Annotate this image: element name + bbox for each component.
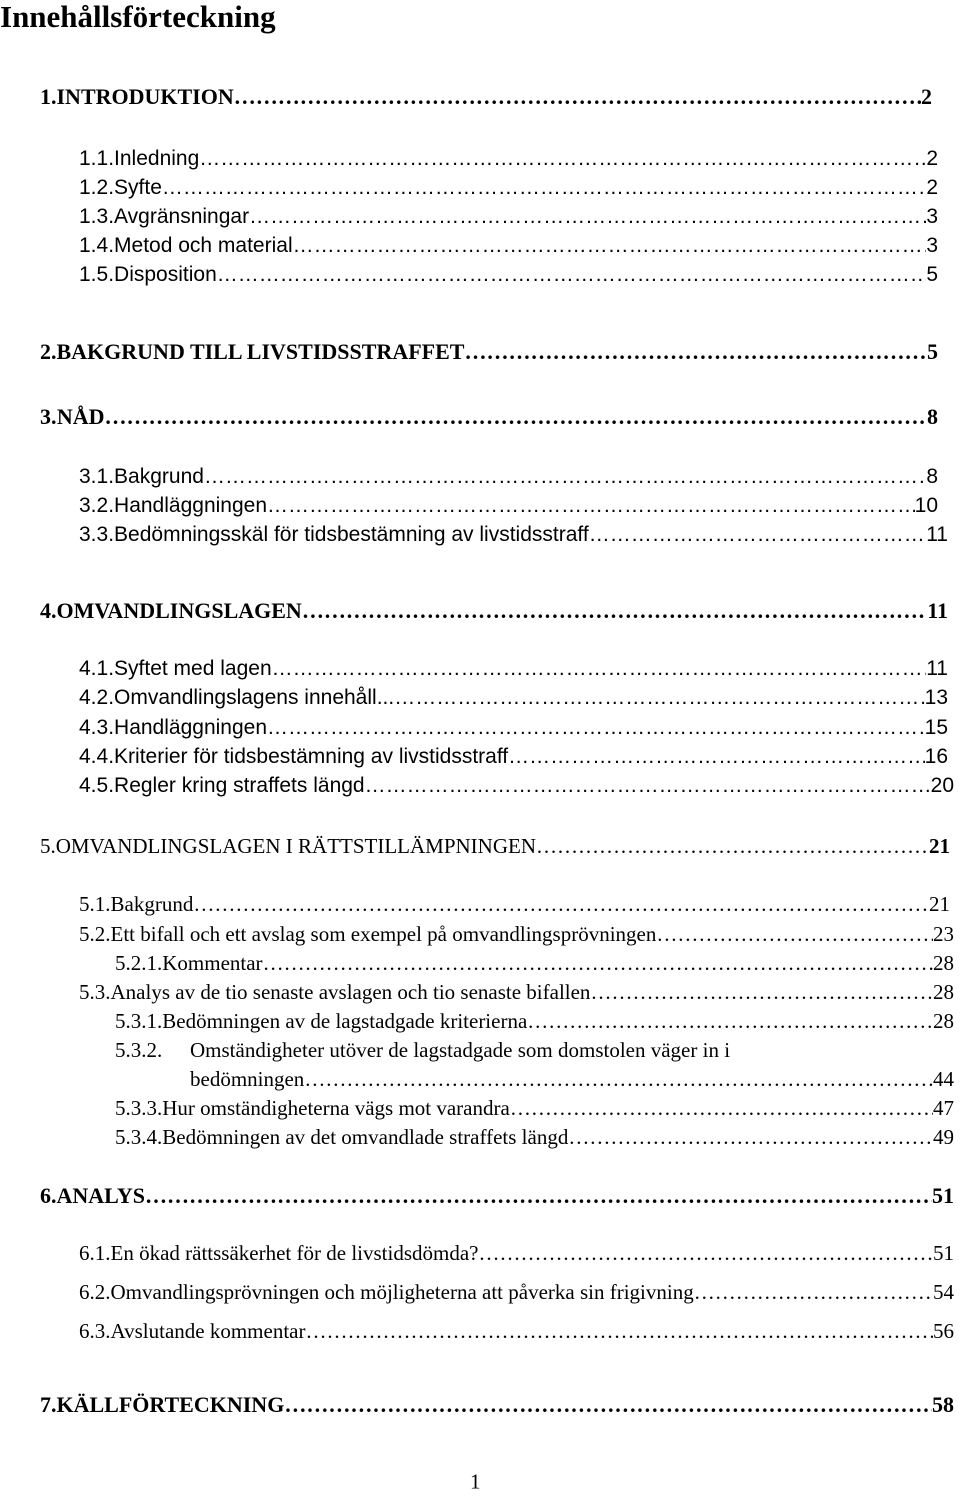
toc-entry-title: Bakgrund bbox=[110, 892, 194, 916]
toc-entry-2[interactable] bbox=[40, 337, 938, 367]
toc-entry-title: Syftet med lagen bbox=[114, 657, 272, 680]
toc-entry-page: 54 bbox=[933, 1280, 954, 1304]
toc-entry-number: 3.1. bbox=[79, 465, 115, 488]
toc-entry-title: Ett bifall och ett avslag som exempel på omvandlingsprövningen bbox=[110, 922, 657, 946]
toc-entry-5-3[interactable] bbox=[79, 977, 954, 1007]
toc-entry-page: 20 bbox=[930, 774, 954, 797]
toc-entry-leader bbox=[267, 491, 915, 521]
toc-entry-page: 5 bbox=[926, 263, 938, 286]
toc-entry-page: 28 bbox=[933, 951, 954, 975]
toc-entry-leader bbox=[527, 1006, 933, 1036]
toc-entry-number: 5.3.1. bbox=[115, 1009, 163, 1033]
toc-entry-leader bbox=[694, 1277, 933, 1307]
toc-entry-leader bbox=[217, 260, 927, 290]
toc-entry-1[interactable] bbox=[40, 82, 932, 112]
toc-entry-leader bbox=[510, 1093, 933, 1123]
toc-entry-number: 1.5. bbox=[79, 263, 115, 286]
toc-entry-number: 1.4. bbox=[79, 234, 115, 257]
toc-entry-number: 3. bbox=[40, 404, 57, 429]
toc-entry-title: Bedömningen av det omvandlade straffets längd bbox=[162, 1125, 569, 1149]
toc-entry-number: 6.2. bbox=[79, 1280, 111, 1304]
toc-entry-page: 13 bbox=[924, 686, 948, 709]
toc-entry-number: 4.1. bbox=[79, 657, 115, 680]
toc-entry-leader bbox=[590, 977, 933, 1007]
toc-entry-title: NÅD bbox=[56, 404, 105, 429]
toc-entry-leader bbox=[293, 231, 927, 261]
toc-entry-5-3-3[interactable] bbox=[115, 1093, 954, 1123]
toc-entry-page: 5 bbox=[927, 339, 938, 364]
toc-entry-leader bbox=[267, 713, 925, 743]
toc-entry-page: 11 bbox=[926, 523, 948, 546]
toc-entry-3[interactable] bbox=[40, 402, 938, 432]
toc-entry-number: 2. bbox=[40, 339, 57, 364]
toc-entry-page: 21 bbox=[929, 892, 950, 916]
toc-entry-5-3-4[interactable] bbox=[115, 1122, 954, 1152]
toc-entry-5[interactable] bbox=[40, 831, 950, 861]
toc-entry-number: 4. bbox=[40, 598, 57, 623]
toc-entry-page: 2 bbox=[926, 176, 938, 199]
toc-entry-leader bbox=[105, 402, 927, 432]
toc-entry-5-3-1[interactable] bbox=[115, 1006, 954, 1036]
toc-entry-title: OMVANDLINGSLAGEN I RÄTTSTILLÄMPNINGEN bbox=[55, 834, 537, 858]
toc-entry-title: Bakgrund bbox=[114, 465, 204, 488]
toc-entry-leader bbox=[145, 1181, 932, 1211]
toc-entry-title: Kommentar bbox=[162, 951, 263, 975]
toc-entry-title: Omvandlingslagens innehåll... bbox=[114, 686, 395, 709]
toc-entry-page: 51 bbox=[933, 1241, 954, 1265]
toc-entry-title: Syfte bbox=[114, 176, 162, 199]
toc-entry-3-3[interactable] bbox=[79, 520, 948, 550]
toc-entry-leader bbox=[568, 1122, 933, 1152]
toc-entry-1-4[interactable] bbox=[79, 231, 938, 261]
toc-entry-title: KÄLLFÖRTECKNING bbox=[56, 1392, 285, 1417]
toc-entry-leader bbox=[204, 462, 926, 492]
toc-entry-number: 5.3.2. bbox=[115, 1038, 163, 1062]
toc-entry-1-1[interactable] bbox=[79, 144, 938, 174]
toc-entry-number: 6.1. bbox=[79, 1241, 111, 1265]
toc-entry-page: 16 bbox=[924, 745, 948, 768]
toc-entry-4-5[interactable] bbox=[79, 771, 954, 801]
toc-entry-title: Omvandlingsprövningen och möjligheterna att påverka sin frigivning bbox=[110, 1280, 694, 1304]
toc-entry-number: 6. bbox=[40, 1183, 57, 1208]
toc-entry-6-1[interactable] bbox=[79, 1238, 954, 1268]
toc-entry-title: Kriterier för tidsbestämning av livstidsstraff bbox=[114, 745, 509, 768]
toc-entry-leader bbox=[394, 683, 924, 713]
toc-entry-title: Avgränsningar bbox=[114, 205, 250, 228]
toc-entry-leader bbox=[536, 831, 929, 861]
toc-entry-leader bbox=[589, 520, 926, 550]
toc-entry-leader bbox=[508, 742, 925, 772]
toc-entry-page: 49 bbox=[933, 1125, 954, 1149]
toc-entry-title: ANALYS bbox=[56, 1183, 145, 1208]
toc-entry-number: 1.3. bbox=[79, 205, 115, 228]
toc-entry-number: 1.2. bbox=[79, 176, 115, 199]
toc-entry-5-2-1[interactable] bbox=[115, 948, 954, 978]
toc-entry-page: 3 bbox=[926, 205, 938, 228]
toc-entry-page: 51 bbox=[932, 1183, 954, 1208]
toc-entry-title: Analys av de tio senaste avslagen och tio senaste bifallen bbox=[110, 980, 591, 1004]
toc-entry-number: 5.3.4. bbox=[115, 1125, 163, 1149]
toc-entry-leader bbox=[365, 771, 931, 801]
toc-entry-number: 4.2. bbox=[79, 686, 115, 709]
toc-entry-page: 15 bbox=[924, 716, 948, 739]
toc-entry-number: 5.1. bbox=[79, 892, 111, 916]
toc-entry-leader bbox=[193, 889, 929, 919]
toc-entry-leader bbox=[478, 1238, 933, 1268]
toc-entry-leader bbox=[305, 1316, 933, 1346]
toc-entry-number: 5.2. bbox=[79, 922, 111, 946]
page-number: 1 bbox=[470, 1469, 481, 1494]
toc-entry-title: bedömningen bbox=[190, 1067, 305, 1091]
toc-entry-leader bbox=[272, 654, 927, 684]
toc-entry-page: 56 bbox=[933, 1319, 954, 1343]
toc-entry-leader bbox=[263, 948, 933, 978]
toc-entry-6-3[interactable] bbox=[79, 1316, 954, 1346]
toc-entry-page: 28 bbox=[933, 980, 954, 1004]
toc-entry-leader bbox=[284, 1390, 932, 1420]
toc-entry-title: Disposition bbox=[114, 263, 217, 286]
toc-entry-page: 8 bbox=[927, 404, 938, 429]
toc-entry-page: 28 bbox=[933, 1009, 954, 1033]
toc-entry-5-3-2[interactable] bbox=[115, 1035, 954, 1065]
toc-entry-number: 1. bbox=[40, 84, 57, 109]
toc-entry-number: 1.1. bbox=[79, 147, 115, 170]
toc-entry-title: OMVANDLINGSLAGEN bbox=[56, 598, 302, 623]
toc-entry-number: 5.3. bbox=[79, 980, 111, 1004]
toc-entry-title: Handläggningen bbox=[114, 716, 267, 739]
toc-entry-4-4[interactable] bbox=[79, 742, 948, 772]
toc-entry-leader bbox=[199, 144, 926, 174]
toc-entry-3-2[interactable] bbox=[79, 491, 938, 521]
toc-entry-leader bbox=[234, 82, 921, 112]
toc-entry-page: 11 bbox=[926, 657, 948, 680]
toc-entry-leader bbox=[162, 173, 926, 203]
toc-entry-leader bbox=[656, 919, 933, 949]
toc-entry-title: BAKGRUND TILL LIVSTIDSSTRAFFET bbox=[56, 339, 465, 364]
toc-entry-page: 21 bbox=[929, 834, 950, 858]
toc-entry-4-3[interactable] bbox=[79, 713, 948, 743]
toc-entry-4-1[interactable] bbox=[79, 654, 948, 684]
toc-entry-leader bbox=[302, 596, 927, 626]
toc-entry-title: Inledning bbox=[114, 147, 200, 170]
toc-entry-page: 23 bbox=[933, 922, 954, 946]
toc-entry-5-2[interactable] bbox=[79, 919, 954, 949]
toc-entry-page: 44 bbox=[933, 1067, 954, 1091]
toc-entry-title: Bedömningsskäl för tidsbestämning av livstidsstraff bbox=[114, 523, 589, 546]
toc-entry-number: 3.3. bbox=[79, 523, 115, 546]
toc-entry-5-1[interactable] bbox=[79, 889, 950, 919]
toc-entry-page: 47 bbox=[933, 1096, 954, 1120]
toc-entry-7[interactable] bbox=[40, 1390, 954, 1420]
toc-entry-page: 2 bbox=[926, 147, 938, 170]
toc-entry-number: 5. bbox=[40, 834, 56, 858]
toc-entry-5-3-2-cont[interactable] bbox=[190, 1064, 954, 1094]
toc-entry-title: Handläggningen bbox=[114, 494, 267, 517]
toc-entry-page: 8 bbox=[926, 465, 938, 488]
toc-entry-1-3[interactable] bbox=[79, 202, 938, 232]
toc-entry-title: En ökad rättssäkerhet för de livstidsdömda? bbox=[110, 1241, 479, 1265]
toc-entry-page: 10 bbox=[914, 494, 938, 517]
toc-entry-1-2[interactable] bbox=[79, 173, 938, 203]
toc-entry-leader bbox=[464, 337, 927, 367]
toc-entry-number: 7. bbox=[40, 1392, 57, 1417]
toc-entry-number: 4.4. bbox=[79, 745, 115, 768]
toc-entry-leader bbox=[304, 1064, 933, 1094]
toc-entry-page: 11 bbox=[927, 598, 948, 623]
toc-entry-title: Bedömningen av de lagstadgade kriterierna bbox=[162, 1009, 528, 1033]
toc-entry-number: 5.2.1. bbox=[115, 951, 163, 975]
toc-entry-title: Hur omständigheterna vägs mot varandra bbox=[162, 1096, 510, 1120]
toc-entry-number: 6.3. bbox=[79, 1319, 111, 1343]
toc-entry-3-1[interactable] bbox=[79, 462, 938, 492]
toc-entry-6-2[interactable] bbox=[79, 1277, 954, 1307]
toc-entry-title: Regler kring straffets längd bbox=[114, 774, 365, 797]
toc-entry-number: 5.3.3. bbox=[115, 1096, 163, 1120]
toc-entry-title: INTRODUKTION bbox=[56, 84, 234, 109]
toc-entry-1-5[interactable] bbox=[79, 260, 938, 290]
toc-entry-page: 2 bbox=[921, 84, 932, 109]
page-title: Innehållsförteckning bbox=[0, 0, 276, 34]
toc-entry-title: Avslutande kommentar bbox=[110, 1319, 306, 1343]
toc-entry-number: 4.5. bbox=[79, 774, 115, 797]
toc-entry-4-2[interactable] bbox=[79, 683, 948, 713]
toc-entry-4[interactable] bbox=[40, 596, 948, 626]
toc-entry-title: Metod och material bbox=[114, 234, 293, 257]
toc-entry-page: 3 bbox=[926, 234, 938, 257]
toc-entry-leader bbox=[249, 202, 926, 232]
toc-entry-6[interactable] bbox=[40, 1181, 954, 1211]
toc-entry-number: 3.2. bbox=[79, 494, 115, 517]
toc-entry-title: Omständigheter utöver de lagstadgade som domstolen väger in i bbox=[190, 1038, 731, 1062]
toc-entry-number: 4.3. bbox=[79, 716, 115, 739]
toc-entry-page: 58 bbox=[932, 1392, 954, 1417]
